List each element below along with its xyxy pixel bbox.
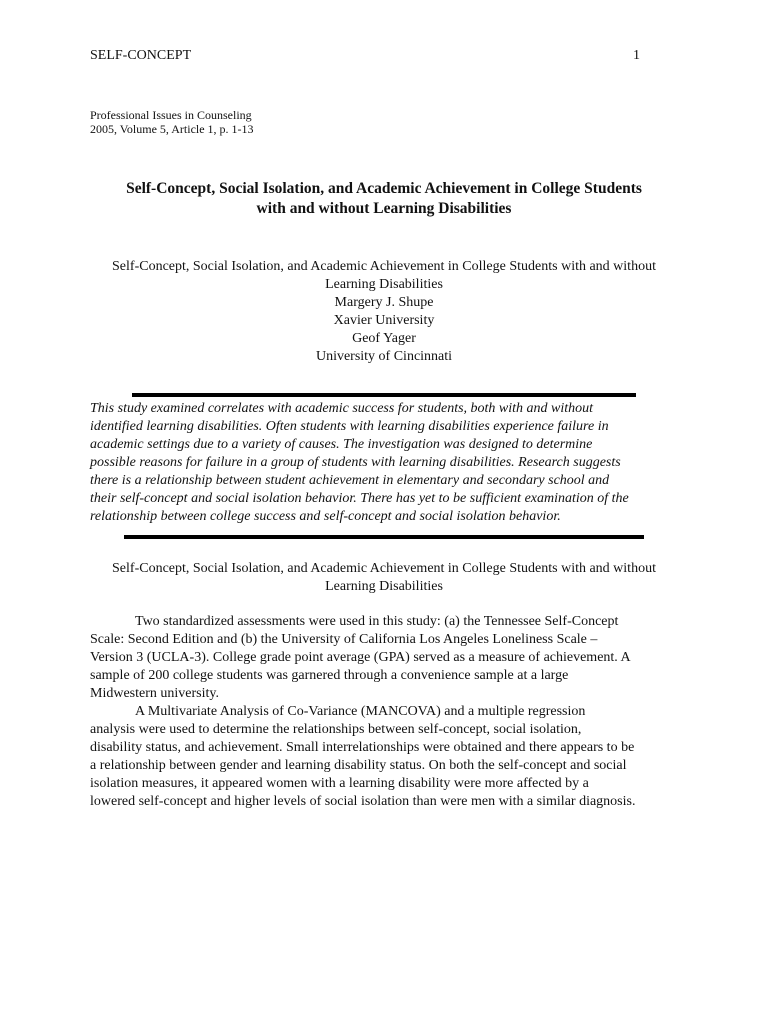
body-line: Two standardized assessments were used in this study: (a) the Tennessee Self-Concept [135,614,619,629]
abstract-line: there is a relationship between student achievement in elementary and secondary school and [90,473,610,488]
abstract [90,400,690,526]
author-2: Geof Yager [352,331,416,346]
abstract-top-rule [132,393,636,397]
body-line: disability status, and achievement. Small interrelationships were obtained and there appears to be [90,740,635,755]
abstract-line: This study examined correlates with academic success for students, both with and without [90,401,594,416]
abstract-bottom-rule [124,535,644,539]
affiliation-1: Xavier University [333,313,435,328]
body-text [90,613,690,811]
paper-title [84,179,684,219]
affiliation-2: University of Cincinnati [315,349,453,364]
page-number: 1 [633,48,640,63]
body-line: a relationship between gender and learning disability status. On both the self-concept and social [90,758,627,773]
paper-title-line-1: Self-Concept, Social Isolation, and Academic Achievement in College Students [126,180,642,197]
body-line: analysis were used to determine the relationships between self-concept, social isolation, [90,722,582,737]
journal-name: Professional Issues in Counseling [90,108,252,122]
body-line: A Multivariate Analysis of Co-Variance (MANCOVA) and a multiple regression [135,704,586,719]
abstract-line: possible reasons for failure in a group of students with learning disabilities. Research suggests [90,455,621,470]
abstract-line: academic settings due to a variety of causes. The investigation was designed to determine [90,437,593,452]
body-line: Version 3 (UCLA-3). College grade point average (GPA) served as a measure of achievement. A [90,650,631,665]
body-line: sample of 200 college students was garnered through a convenience sample at a large [90,668,569,683]
body-line: isolation measures, it appeared women with a learning disability were more affected by a [90,776,589,791]
abstract-line: their self-concept and social isolation behavior. There has yet to be sufficient examination of the [90,491,629,506]
journal-info [90,108,254,136]
section-title-line-2: Learning Disabilities [325,579,443,594]
abstract-line: relationship between college success and self-concept and social isolation behavior. [90,509,561,524]
body-line: lowered self-concept and higher levels of social isolation than were men with a similar diagnosis. [90,794,636,809]
paper-title-line-2: with and without Learning Disabilities [256,200,512,217]
section-title [84,560,684,596]
body-line: Midwestern university. [90,686,219,701]
title-block-line-2: Learning Disabilities [325,277,443,292]
author-1: Margery J. Shupe [334,295,434,310]
title-block-line-1: Self-Concept, Social Isolation, and Academic Achievement in College Students with and without [112,259,656,274]
body-line: Scale: Second Edition and (b) the University of California Los Angeles Loneliness Scale – [90,632,598,647]
journal-citation: 2005, Volume 5, Article 1, p. 1-13 [90,122,254,136]
section-title-line-1: Self-Concept, Social Isolation, and Academic Achievement in College Students with and without [112,561,656,576]
running-head [90,48,640,64]
abstract-line: identified learning disabilities. Often students with learning disabilities experience failure in [90,419,609,434]
running-head-title: SELF-CONCEPT [90,48,192,63]
title-block [84,258,684,366]
